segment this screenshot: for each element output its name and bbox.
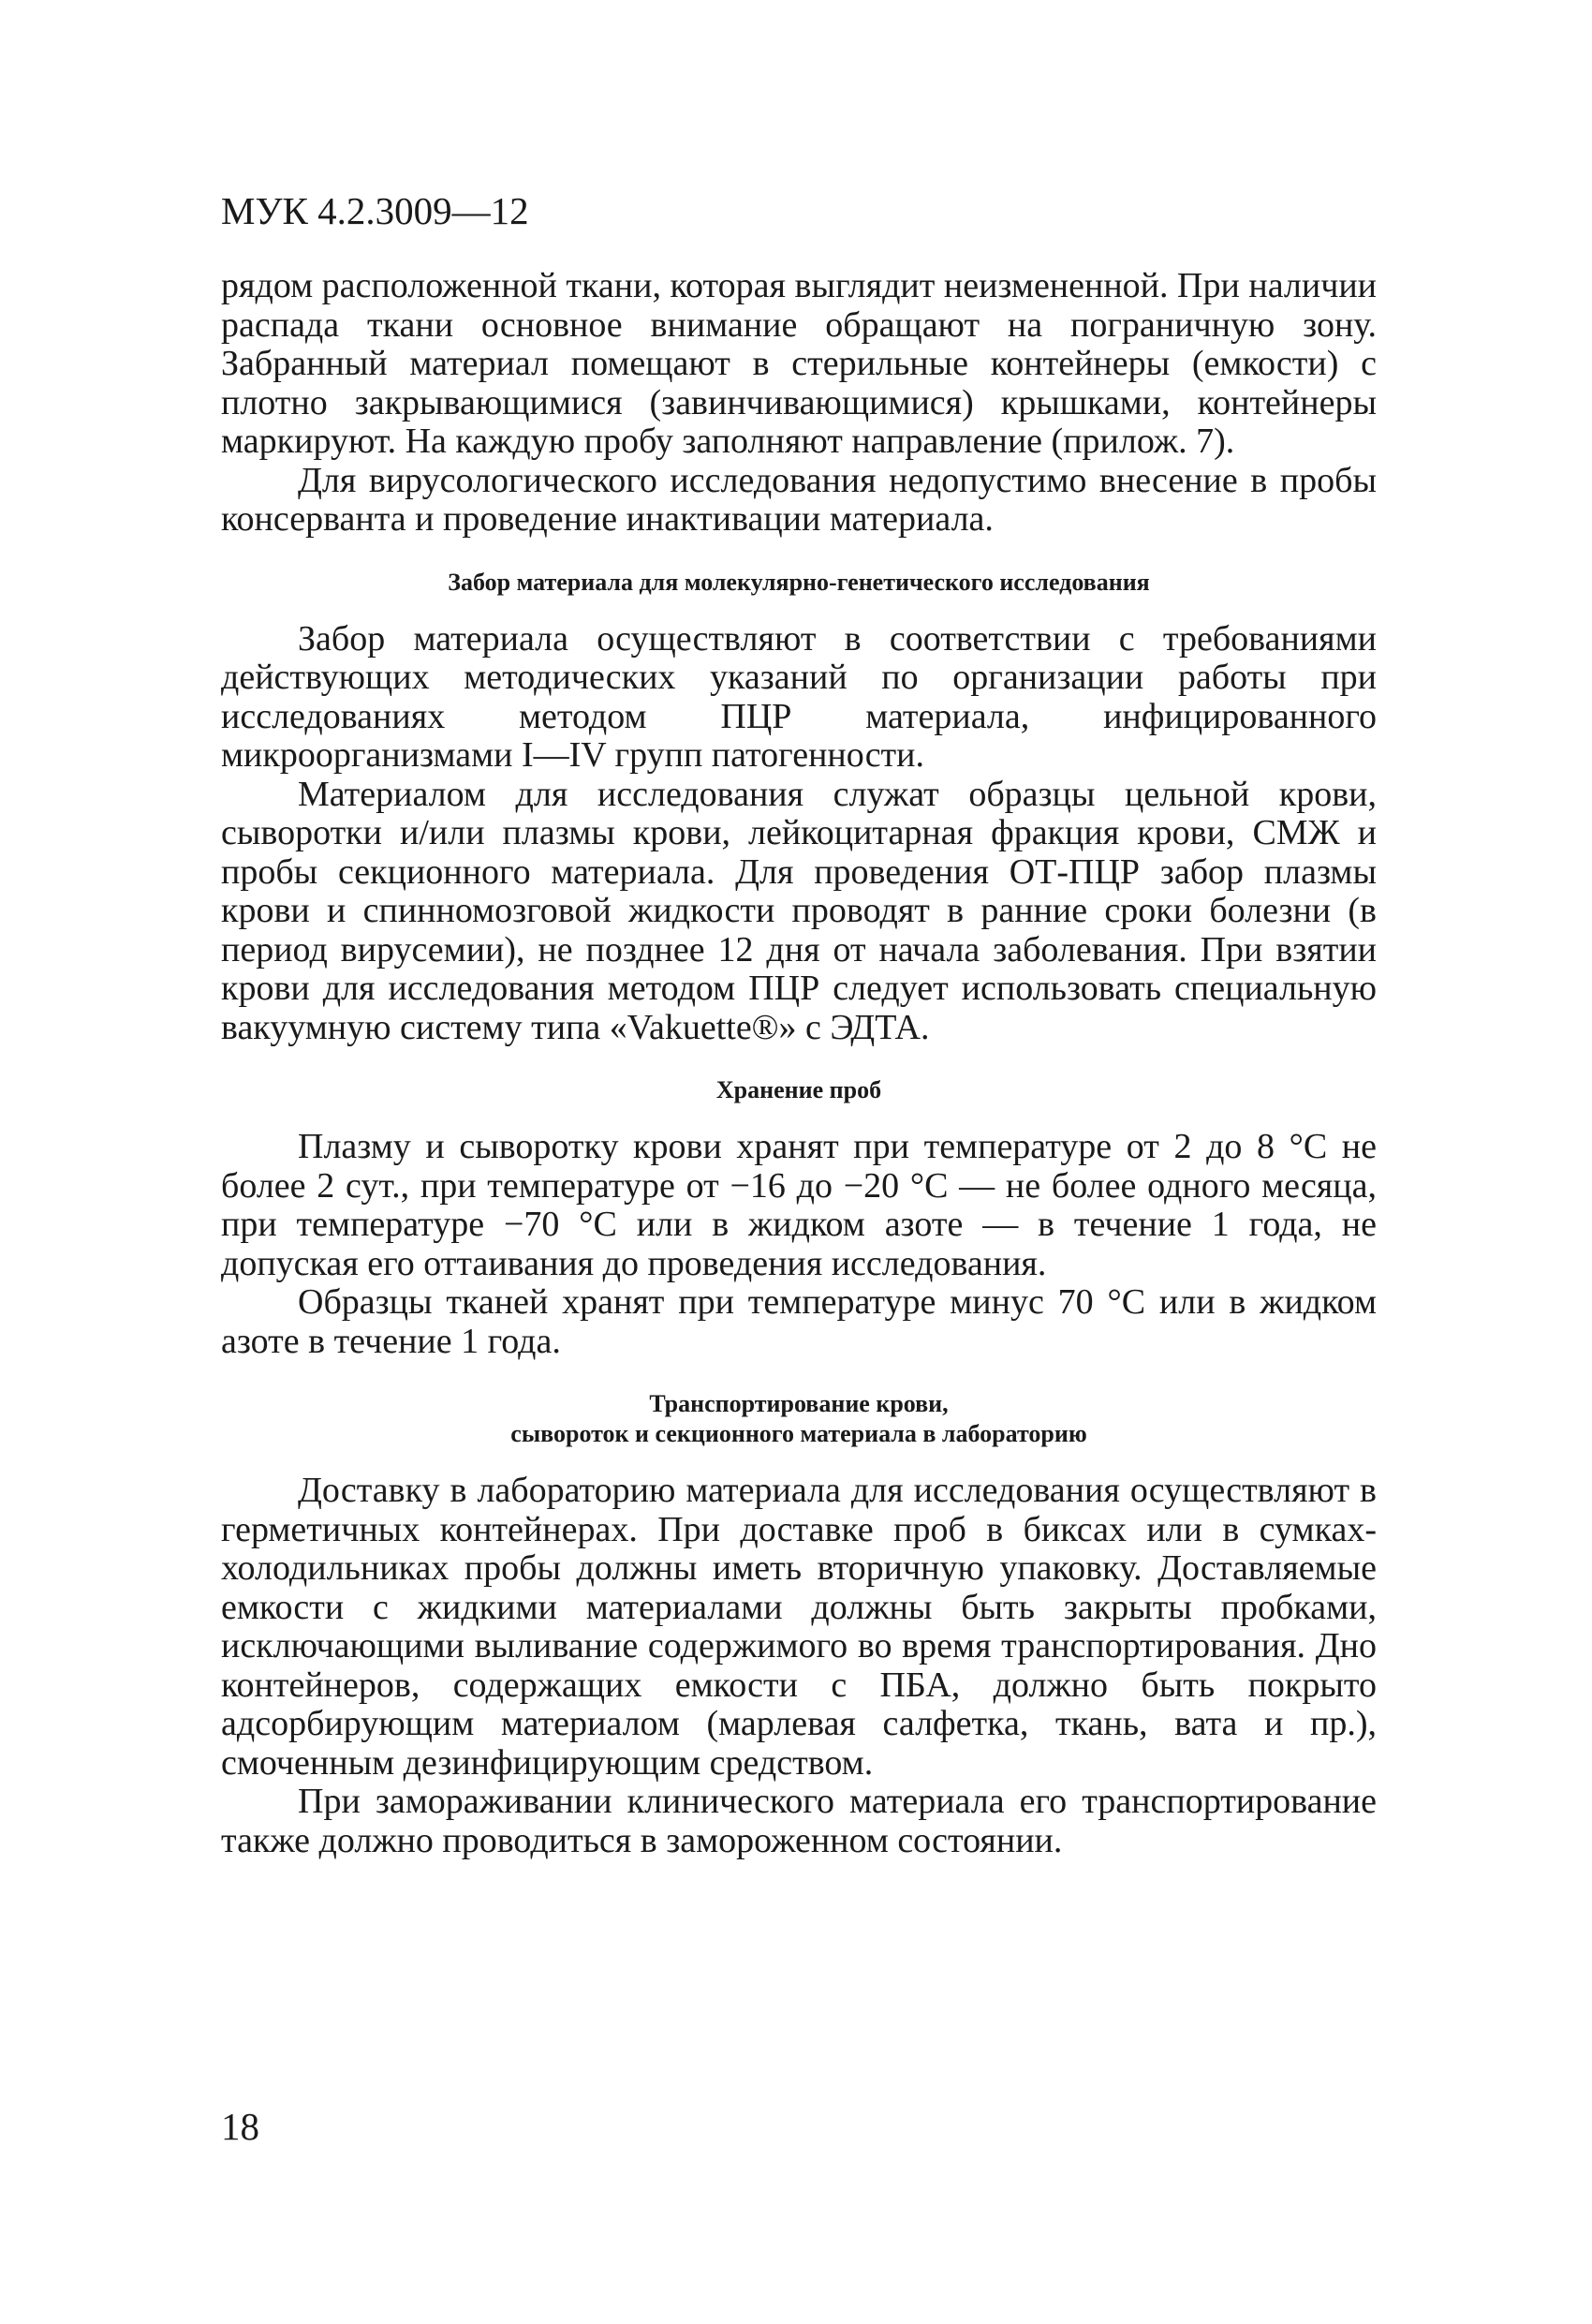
section-heading-transport [221,1389,1377,1449]
document-body [221,267,1377,1860]
paragraph-transport-frozen: При замораживании клинического материала его транспортирование также должно проводиться в замороженном состоянии. [221,1782,1377,1860]
section-heading-transport-line-1: Транспортирование крови, [649,1390,949,1417]
document-header: МУК 4.2.3009—12 [221,189,529,232]
paragraph-storage-plasma: Плазму и сыворотку крови хранят при температуре от 2 до 8 °С не более 2 сут., при температуре от −16 до −20 °С — не более одного месяца, при температуре −70 °С или в жидком азоте — в течение 1 года, не допуская его оттаивания до проведения исследования. [221,1127,1377,1283]
page-number: 18 [221,2105,259,2148]
paragraph-sampling-materials: Материалом для исследования служат образцы цельной крови, сыворотки и/или плазмы крови, лейкоцитарная фракция крови, СМЖ и пробы секционного материала. Для проведения ОТ-ПЦР забор плазмы крови и спинномозговой жидкости проводят в ранние сроки болезни (в период вирусемии), не позднее 12 дня от начала заболевания. При взятии крови для исследования методом ПЦР следует использовать специальную вакуумную систему типа «Vakuette®» с ЭДТА. [221,774,1377,1047]
section-heading-sampling: Забор материала для молекулярно-генетического исследования [448,568,1150,596]
paragraph-continued: рядом расположенной ткани, которая выглядит неизмененной. При наличии распада ткани основное внимание обращают на пограничную зону. Забранный материал помещают в стерильные контейнеры (емкости) с плотно закрывающимися (завинчивающимися) крышками, контейнеры маркируют. На каждую пробу заполняют направление (прилож. 7). [221,266,1377,461]
paragraph-sampling-requirements: Забор материала осуществляют в соответствии с требованиями действующих методических указаний по организации работы при исследованиях методом ПЦР материала, инфицированного микроорганизмами I—IV групп патогенности. [221,618,1377,775]
paragraph-transport-delivery: Доставку в лабораторию материала для исследования осуществляют в герметичных контейнерах. При доставке проб в биксах или в сумках-холодильниках пробы должны иметь вторичную упаковку. Доставляемые емкости с жидкими материалами должны быть закрыты пробками, исключающими выливание содержимого во время транспортирования. Дно контейнеров, содержащих емкости с ПБА, должно быть покрыто адсорбирующим материалом (марлевая салфетка, ткань, вата и пр.), смоченным дезинфицирующим средством. [221,1471,1377,1783]
paragraph-storage-tissue: Образцы тканей хранят при температуре минус 70 °С или в жидком азоте в течение 1 года. [221,1282,1377,1361]
section-heading-storage: Хранение проб [715,1076,882,1103]
section-heading-transport-line-2: сывороток и секционного материала в лабораторию [510,1420,1087,1447]
paragraph-virology: Для вирусологического исследования недопустимо внесение в пробы консерванта и проведение инактивации материала. [221,460,1377,539]
